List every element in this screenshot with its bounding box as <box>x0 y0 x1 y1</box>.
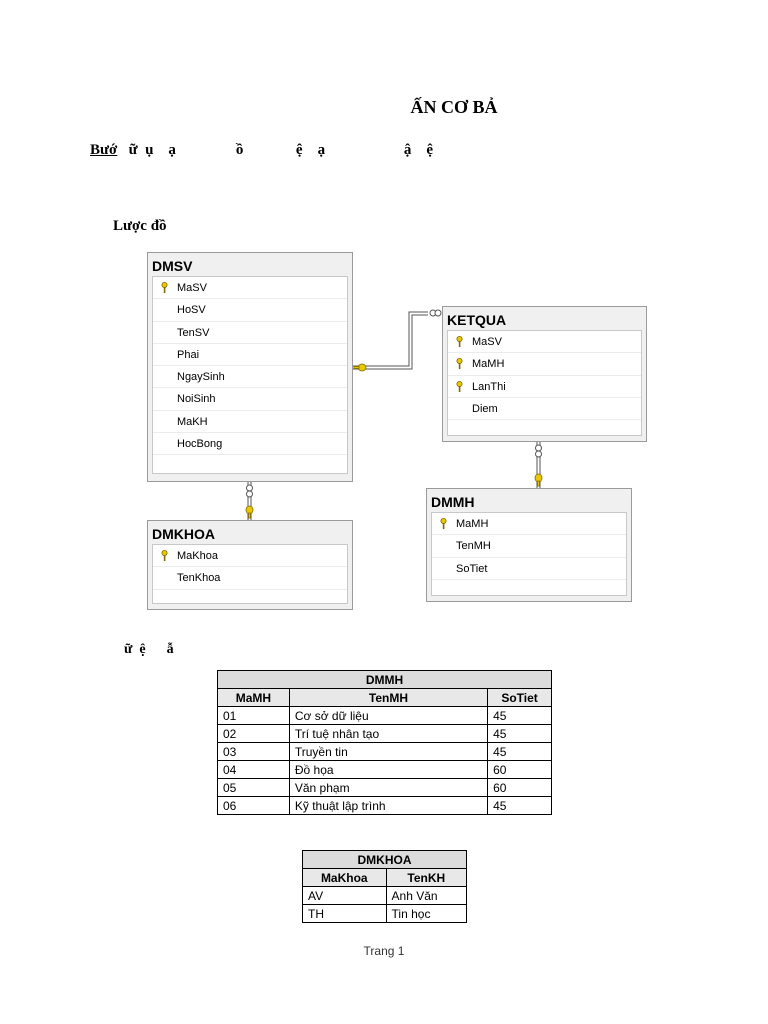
table-row <box>303 887 467 905</box>
field-row <box>448 376 641 398</box>
key-icon <box>161 282 168 294</box>
entity-fields <box>447 330 642 436</box>
field-name: MaSV <box>177 282 207 294</box>
cell: 45 <box>488 743 552 761</box>
field-name: NgaySinh <box>177 371 225 384</box>
cell: Kỹ thuật lập trình <box>289 797 487 815</box>
table-row <box>218 761 552 779</box>
column-header: MaKhoa <box>303 869 387 887</box>
field-row <box>448 398 641 420</box>
field-row <box>448 331 641 353</box>
cell: Cơ sở dữ liệu <box>289 707 487 725</box>
field-name: MaMH <box>456 518 489 530</box>
step-text: ữ ụ ạ ồ ệ ạ ậ ệ <box>117 142 433 158</box>
field-row <box>153 545 347 567</box>
field-row <box>153 567 347 589</box>
cell: 05 <box>218 779 290 797</box>
field-row <box>153 366 347 388</box>
cell: Tin học <box>386 905 466 923</box>
dmmh-table <box>217 670 552 815</box>
table-row <box>218 707 552 725</box>
dmkhoa-table <box>302 850 467 923</box>
field-name: HoSV <box>177 304 206 317</box>
cell: Đồ họa <box>289 761 487 779</box>
field-row <box>153 433 347 455</box>
table-caption: DMKHOA <box>303 851 467 869</box>
field-name: MaKH <box>177 415 208 428</box>
column-header: SoTiet <box>488 689 552 707</box>
field-name: Diem <box>472 402 498 415</box>
field-name: MaKhoa <box>177 550 218 562</box>
column-header: TenKH <box>386 869 466 887</box>
field-row <box>153 411 347 433</box>
field-name: MaMH <box>472 358 505 371</box>
entity-title: DMKHOA <box>152 526 215 542</box>
entity-dmkhoa[interactable] <box>147 520 353 610</box>
field-name: TenSV <box>177 326 210 339</box>
cell: Trí tuệ nhân tạo <box>289 725 487 743</box>
field-name: LanThi <box>472 380 506 393</box>
field-row <box>432 558 626 580</box>
field-row <box>153 277 347 299</box>
field-row <box>448 353 641 375</box>
field-row <box>153 322 347 344</box>
key-icon <box>456 381 463 393</box>
field-row <box>432 513 626 535</box>
cell: 60 <box>488 761 552 779</box>
entity-title: DMSV <box>152 258 193 274</box>
key-icon <box>456 358 463 370</box>
cell: 02 <box>218 725 290 743</box>
cell: Anh Văn <box>386 887 466 905</box>
entity-title: KETQUA <box>447 312 507 328</box>
cell: 04 <box>218 761 290 779</box>
entity-dmsv[interactable] <box>147 252 353 482</box>
entity-fields <box>152 276 348 474</box>
entity-title: DMMH <box>431 494 475 510</box>
key-icon <box>456 336 463 348</box>
field-name: NoiSinh <box>177 393 216 406</box>
column-header: TenMH <box>289 689 487 707</box>
entity-fields <box>152 544 348 604</box>
step-label: Bướ <box>90 142 118 158</box>
entity-fields <box>431 512 627 596</box>
field-row <box>432 535 626 557</box>
key-icon <box>440 518 447 530</box>
field-row <box>153 344 347 366</box>
column-header: MaMH <box>218 689 290 707</box>
entity-dmmh[interactable] <box>426 488 632 602</box>
schema-label: Lược đồ <box>113 218 167 234</box>
field-name: SoTiet <box>456 562 488 575</box>
link-dmsv-ketqua <box>353 312 428 366</box>
table-row <box>218 797 552 815</box>
field-row <box>153 388 347 410</box>
cell: TH <box>303 905 387 923</box>
field-name: TenMH <box>456 540 491 553</box>
field-name: Phai <box>177 348 200 361</box>
cell: Truyền tin <box>289 743 487 761</box>
cell: 45 <box>488 707 552 725</box>
cell: AV <box>303 887 387 905</box>
cell: 45 <box>488 797 552 815</box>
cell: 03 <box>218 743 290 761</box>
cell: 06 <box>218 797 290 815</box>
table-row <box>303 905 467 923</box>
table-row <box>218 779 552 797</box>
page-title: ẤN CƠ BẢ <box>410 97 498 117</box>
cell: 01 <box>218 707 290 725</box>
field-name: MaSV <box>472 336 502 348</box>
entity-ketqua[interactable] <box>442 306 647 442</box>
cell: Văn phạm <box>289 779 487 797</box>
table-row <box>218 725 552 743</box>
cell: 60 <box>488 779 552 797</box>
table-caption: DMMH <box>218 671 552 689</box>
key-icon <box>161 550 168 562</box>
field-name: HocBong <box>177 438 223 451</box>
data-label: ữ ệ ẫ <box>124 642 174 657</box>
table-row <box>218 743 552 761</box>
field-row <box>153 299 347 321</box>
cell: 45 <box>488 725 552 743</box>
page-footer: Trang 1 <box>363 944 405 958</box>
field-name: TenKhoa <box>177 572 221 585</box>
